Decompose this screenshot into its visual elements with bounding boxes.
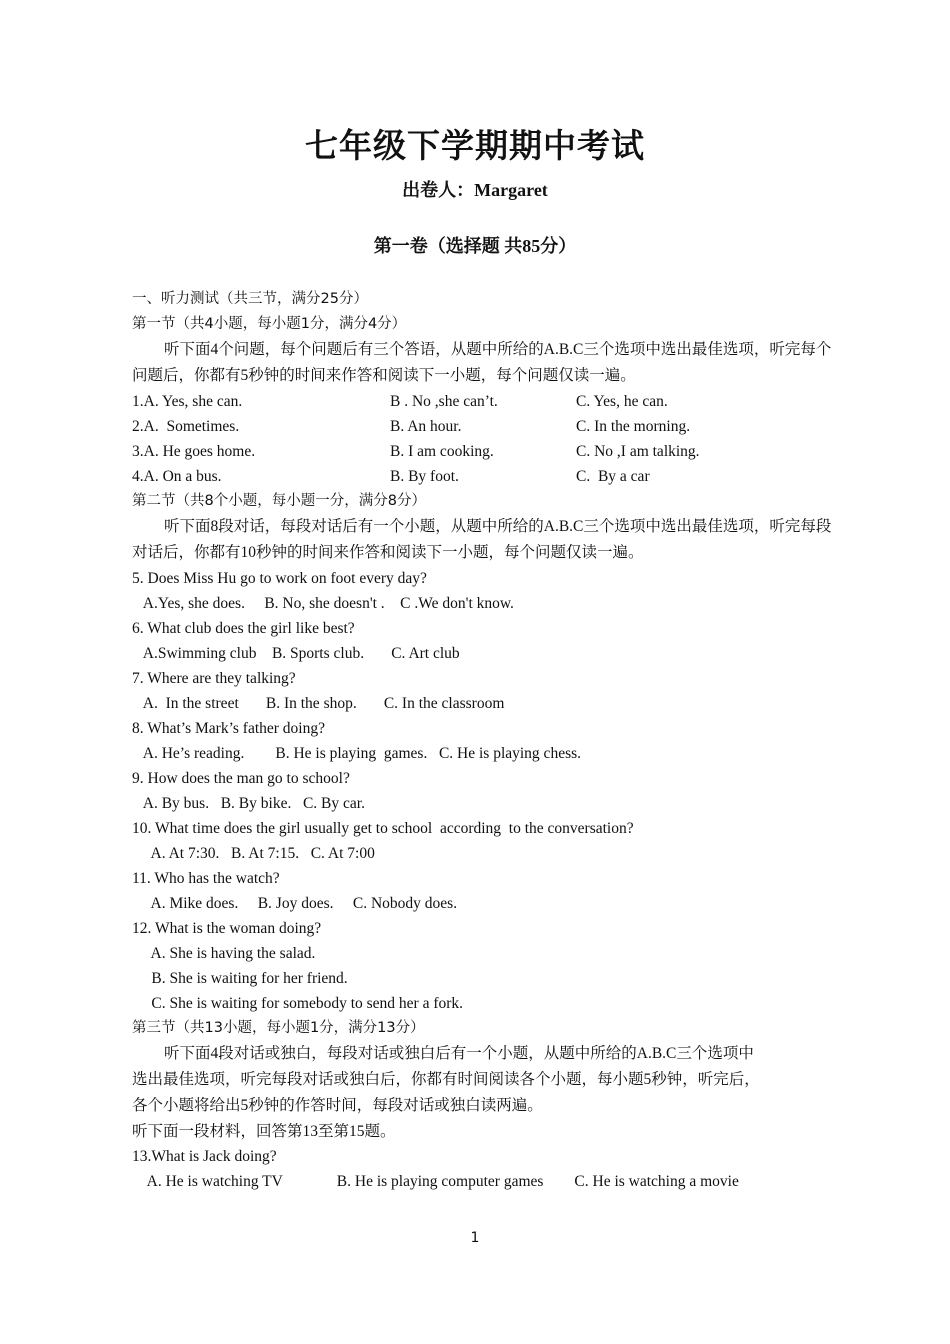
- option-a: 1.A. Yes, she can.: [132, 393, 243, 410]
- section-instructions: 听下面8段对话，每段对话后有一个小题，从题中所给的A.B.C三个选项中选出最佳选项，听完每段对话后，你都有10秒钟的时间来作答和阅读下一小题，每个问题仅读一遍。: [132, 518, 832, 561]
- option-b: B. By foot.: [390, 468, 459, 485]
- question-text: 7. Where are they talking?: [132, 670, 296, 687]
- question-text: 12. What is the woman doing?: [132, 920, 322, 937]
- question-options: A. He’s reading. B. He is playing games. C. He is playing chess.: [132, 745, 582, 762]
- question-text: 10. What time does the girl usually get to school according to the conversation?: [132, 820, 634, 837]
- section-heading: 第二节（共8个小题，每小题一分，满分8分）: [132, 493, 426, 509]
- question-row: [132, 389, 832, 414]
- question-row: [132, 414, 832, 439]
- question-options: A. He is watching TV B. He is playing computer games C. He is watching a movie: [132, 1173, 739, 1190]
- question-options: A.Yes, she does. B. No, she doesn't . C .We don't know.: [132, 595, 514, 612]
- option-b: B . No ,she can’t.: [390, 393, 498, 410]
- volume-heading: 第一卷（选择题 共85分）: [373, 236, 577, 256]
- section-instructions: 选出最佳选项，听完每段对话或独白后，你都有时间阅读各个小题，每小题5秒钟，听完后，: [132, 1071, 760, 1088]
- question-options: A. Mike does. B. Joy does. C. Nobody does.: [132, 895, 458, 912]
- option-b: B. She is waiting for her friend.: [132, 970, 348, 987]
- option-a: 3.A. He goes home.: [132, 443, 256, 460]
- option-a: 2.A. Sometimes.: [132, 418, 240, 435]
- exam-title: 七年级下学期期中考试: [305, 129, 645, 165]
- question-text: 9. How does the man go to school?: [132, 770, 350, 787]
- option-c: C. She is waiting for somebody to send her a fork.: [132, 995, 464, 1012]
- option-b: B. An hour.: [390, 418, 462, 435]
- question-row: [132, 464, 832, 489]
- material-note: 听下面一段材料，回答第13至第15题。: [132, 1123, 396, 1140]
- page-number: 1: [470, 1230, 480, 1246]
- option-c: C. No ,I am talking.: [576, 443, 700, 460]
- question-options: A.Swimming club B. Sports club. C. Art club: [132, 645, 460, 662]
- exam-content: [132, 287, 832, 1194]
- exam-author: 出卷人：Margaret: [402, 180, 548, 200]
- section-heading: 第一节（共4小题，每小题1分，满分4分）: [132, 316, 407, 332]
- section-heading: 第三节（共13小题，每小题1分，满分13分）: [132, 1020, 425, 1036]
- question-options: A. In the street B. In the shop. C. In the classroom: [132, 695, 505, 712]
- option-c: C. Yes, he can.: [576, 393, 668, 410]
- option-c: C. By a car: [576, 468, 650, 485]
- question-text: 11. Who has the watch?: [132, 870, 280, 887]
- option-a: 4.A. On a bus.: [132, 468, 222, 485]
- question-row: [132, 439, 832, 464]
- option-c: C. In the morning.: [576, 418, 691, 435]
- section-instructions: 各个小题将给出5秒钟的作答时间，每段对话或独白读两遍。: [132, 1097, 543, 1114]
- section-instructions: 听下面4段对话或独白，每段对话或独白后有一个小题，从题中所给的A.B.C三个选项中: [164, 1045, 754, 1062]
- question-text: 6. What club does the girl like best?: [132, 620, 355, 637]
- option-a: A. She is having the salad.: [132, 945, 316, 962]
- question-options: A. By bus. B. By bike. C. By car.: [132, 795, 365, 812]
- question-options: A. At 7:30. B. At 7:15. C. At 7:00: [132, 845, 375, 862]
- question-text: 5. Does Miss Hu go to work on foot every day?: [132, 570, 427, 587]
- section-instructions: 听下面4个问题，每个问题后有三个答语，从题中所给的A.B.C三个选项中选出最佳选项，听完每个问题后，你都有5秒钟的时间来作答和阅读下一小题，每个问题仅读一遍。: [132, 341, 832, 384]
- option-b: B. I am cooking.: [390, 443, 494, 460]
- question-text: 13.What is Jack doing?: [132, 1148, 277, 1165]
- part-heading: 一、听力测试（共三节，满分25分）: [132, 291, 368, 307]
- question-text: 8. What’s Mark’s father doing?: [132, 720, 325, 737]
